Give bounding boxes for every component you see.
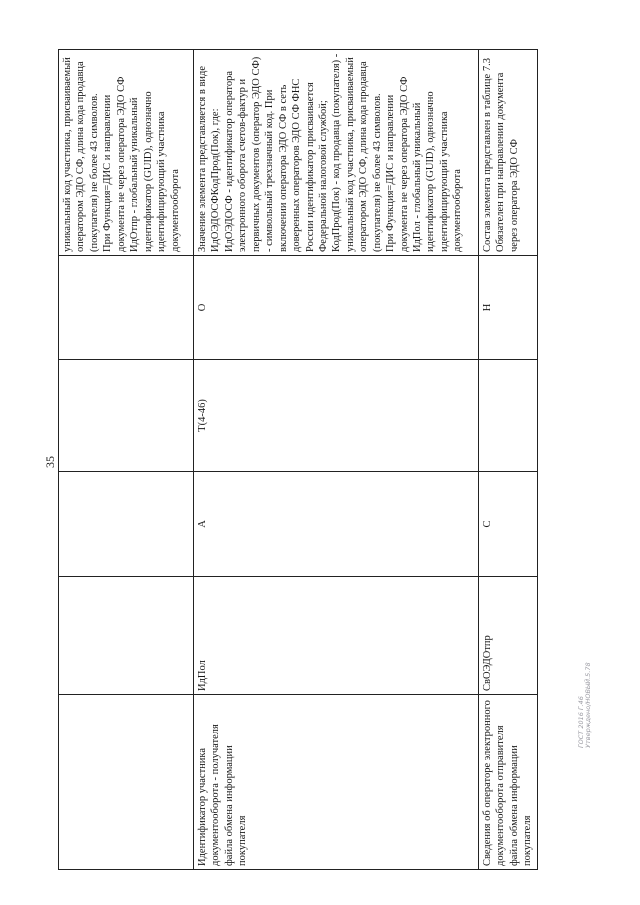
rotated-table-container — [58, 50, 534, 870]
cell-type: С — [479, 472, 538, 577]
cell-name: Сведения об операторе электронного документооборота отправителя файла обмена информации покупателя — [479, 695, 538, 870]
cell-name — [59, 695, 194, 870]
cell-description: уникальный код участника, присваиваемый оператором ЭДО СФ, длина кода продавца (покупателя) не более 43 символов. При Функция=ДИС и направлении документа не через оператора ЭДО СФ ИдОтпр - глобальный уникальный идентификатор (GUID), однозначно идентифицирующий участника документооборота — [59, 50, 194, 256]
cell-required: О — [194, 256, 479, 360]
cell-code: ИдПол — [194, 577, 479, 695]
cell-code — [59, 577, 194, 695]
cell-description: Значение элемента представляется в виде ИдОЭДОСФКодПрод(Пок), где: ИдОЭДОСФ - идентификатор оператора электронного оборота счетов-фактур и первичных документов (оператор ЭДО СФ) - символьный трехзначный код. При включении оператора ЭДО СФ в сеть доверенных операторов ЭДО СФ ФНС России идентификатор присваивается Федеральной налоговой службой; КодПрод(Пок) - код продавца (покупателя) - уникальный код участника, присваиваемый оператором ЭДО СФ, длина кода продавца (покупателя) не более 43 символов. При Функция=ДИС и направлении документа не через оператора ЭДО СФ ИдПол - глобальный уникальный идентификатор (GUID), однозначно идентифицирующий участника документооборота — [194, 50, 479, 256]
cell-type: А — [194, 472, 479, 577]
registration-stamp — [578, 658, 640, 748]
cell-format — [59, 360, 194, 472]
cell-type — [59, 472, 194, 577]
cell-required — [59, 256, 194, 360]
spec-table — [58, 49, 538, 870]
cell-format — [479, 360, 538, 472]
cell-description: Состав элемента представлен в таблице 7.3 Обязателен при направлении документа через оператора ЭДО СФ — [479, 50, 538, 256]
page-number: 35 — [43, 456, 57, 468]
table-row — [194, 50, 479, 870]
cell-required: Н — [479, 256, 538, 360]
cell-format: T(4-46) — [194, 360, 479, 472]
cell-code: СвОЭДОтпр — [479, 577, 538, 695]
stamp-line: ГОСТ 2016 Г.46 — [577, 696, 585, 748]
cell-name: Идентификатор участника документооборота - получателя файла обмена информации покупателя — [194, 695, 479, 870]
table-row — [59, 50, 194, 870]
stamp-line: Утверждено/НОВЫЙ.5.78 — [584, 662, 593, 748]
table-row — [479, 50, 538, 870]
